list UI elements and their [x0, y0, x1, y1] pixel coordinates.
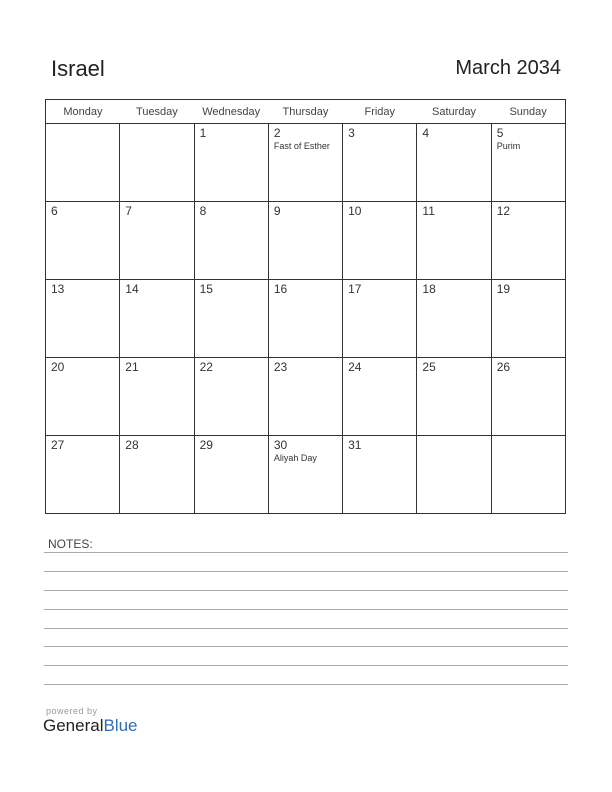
weekday-header: Friday — [343, 100, 417, 124]
day-number: 14 — [125, 282, 139, 296]
day-number: 11 — [422, 204, 435, 218]
calendar-day-cell[interactable] — [417, 280, 491, 358]
day-number: 15 — [199, 282, 213, 296]
day-number: 13 — [51, 282, 65, 296]
notes-label: NOTES: — [48, 537, 93, 551]
calendar-day-cell[interactable] — [46, 124, 120, 202]
note-line — [44, 665, 568, 666]
day-number: 8 — [199, 204, 207, 218]
day-number: 22 — [199, 360, 213, 374]
country-title: Israel — [51, 56, 105, 81]
note-line — [44, 552, 568, 553]
note-line — [44, 609, 568, 610]
day-number: 23 — [273, 360, 288, 374]
calendar-day-cell[interactable] — [120, 202, 194, 280]
weekday-header: Saturday — [417, 100, 491, 124]
calendar-week-row — [46, 280, 566, 358]
calendar-day-cell[interactable] — [120, 358, 194, 436]
calendar-day-cell[interactable] — [194, 202, 268, 280]
day-number: 31 — [348, 438, 362, 452]
day-number: 27 — [51, 438, 65, 452]
weekday-header: Tuesday — [120, 100, 194, 124]
calendar-day-cell[interactable] — [194, 280, 268, 358]
calendar-day-cell[interactable] — [46, 280, 120, 358]
day-number: 10 — [348, 204, 362, 218]
calendar-day-cell[interactable] — [268, 280, 342, 358]
note-line — [44, 684, 568, 685]
weekday-header: Monday — [46, 100, 120, 124]
day-number: 5 — [496, 126, 504, 140]
calendar-day-cell[interactable] — [194, 436, 268, 514]
month-title: March 2034 — [455, 57, 561, 79]
day-number: 3 — [348, 126, 355, 140]
calendar-week-row — [46, 358, 566, 436]
calendar-day-cell[interactable] — [46, 358, 120, 436]
holiday-label: Fast of Esther — [273, 141, 330, 151]
calendar-day-cell[interactable] — [491, 202, 565, 280]
day-number: 20 — [51, 360, 65, 374]
calendar-day-cell[interactable] — [268, 436, 342, 514]
day-number: 24 — [348, 360, 362, 374]
day-number: 19 — [496, 282, 511, 296]
day-number: 7 — [125, 204, 132, 218]
weekday-header: Sunday — [491, 100, 565, 124]
calendar-day-cell[interactable] — [268, 358, 342, 436]
holiday-label: Aliyah Day — [273, 453, 317, 463]
weekday-header: Thursday — [268, 100, 342, 124]
powered-by-text: powered by — [46, 706, 98, 716]
calendar-day-cell[interactable] — [491, 280, 565, 358]
note-line — [44, 590, 568, 591]
calendar-day-cell[interactable] — [343, 358, 417, 436]
day-number: 9 — [273, 204, 281, 218]
weekday-header-row — [46, 100, 566, 124]
calendar-day-cell[interactable] — [491, 436, 565, 514]
calendar-day-cell[interactable] — [491, 124, 565, 202]
calendar-day-cell[interactable] — [120, 124, 194, 202]
calendar-grid — [45, 99, 566, 514]
calendar-day-cell[interactable] — [343, 202, 417, 280]
holiday-label: Purim — [496, 141, 521, 151]
calendar-day-cell[interactable] — [343, 124, 417, 202]
day-number: 25 — [422, 360, 436, 374]
day-number: 21 — [125, 360, 139, 374]
day-number: 28 — [125, 438, 139, 452]
calendar-day-cell[interactable] — [120, 436, 194, 514]
day-number: 16 — [273, 282, 288, 296]
day-number: 1 — [199, 126, 207, 140]
day-number: 17 — [348, 282, 362, 296]
day-number: 4 — [422, 126, 430, 140]
calendar-day-cell[interactable] — [417, 358, 491, 436]
calendar-day-cell[interactable] — [491, 358, 565, 436]
calendar-week-row — [46, 436, 566, 514]
generalblue-logo[interactable] — [43, 716, 138, 736]
day-number: 18 — [422, 282, 436, 296]
calendar-day-cell[interactable] — [417, 436, 491, 514]
day-number: 30 — [273, 438, 288, 452]
calendar-day-cell[interactable] — [417, 202, 491, 280]
day-number: 2 — [273, 126, 281, 140]
note-line — [44, 571, 568, 572]
calendar-week-row — [46, 202, 566, 280]
calendar-week-row — [46, 124, 566, 202]
calendar-day-cell[interactable] — [194, 358, 268, 436]
weekday-header: Wednesday — [194, 100, 268, 124]
calendar-day-cell[interactable] — [343, 436, 417, 514]
note-line — [44, 646, 568, 647]
calendar-day-cell[interactable] — [194, 124, 268, 202]
calendar-day-cell[interactable] — [46, 436, 120, 514]
day-number: 26 — [496, 360, 511, 374]
brand-blue: Blue — [103, 716, 138, 735]
calendar-day-cell[interactable] — [417, 124, 491, 202]
brand-general: General — [43, 716, 104, 735]
day-number: 29 — [199, 438, 213, 452]
calendar-day-cell[interactable] — [268, 124, 342, 202]
day-number: 12 — [496, 204, 511, 218]
note-line — [44, 628, 568, 629]
day-number: 6 — [51, 204, 58, 218]
calendar-day-cell[interactable] — [343, 280, 417, 358]
calendar-day-cell[interactable] — [268, 202, 342, 280]
calendar-day-cell[interactable] — [120, 280, 194, 358]
calendar-day-cell[interactable] — [46, 202, 120, 280]
